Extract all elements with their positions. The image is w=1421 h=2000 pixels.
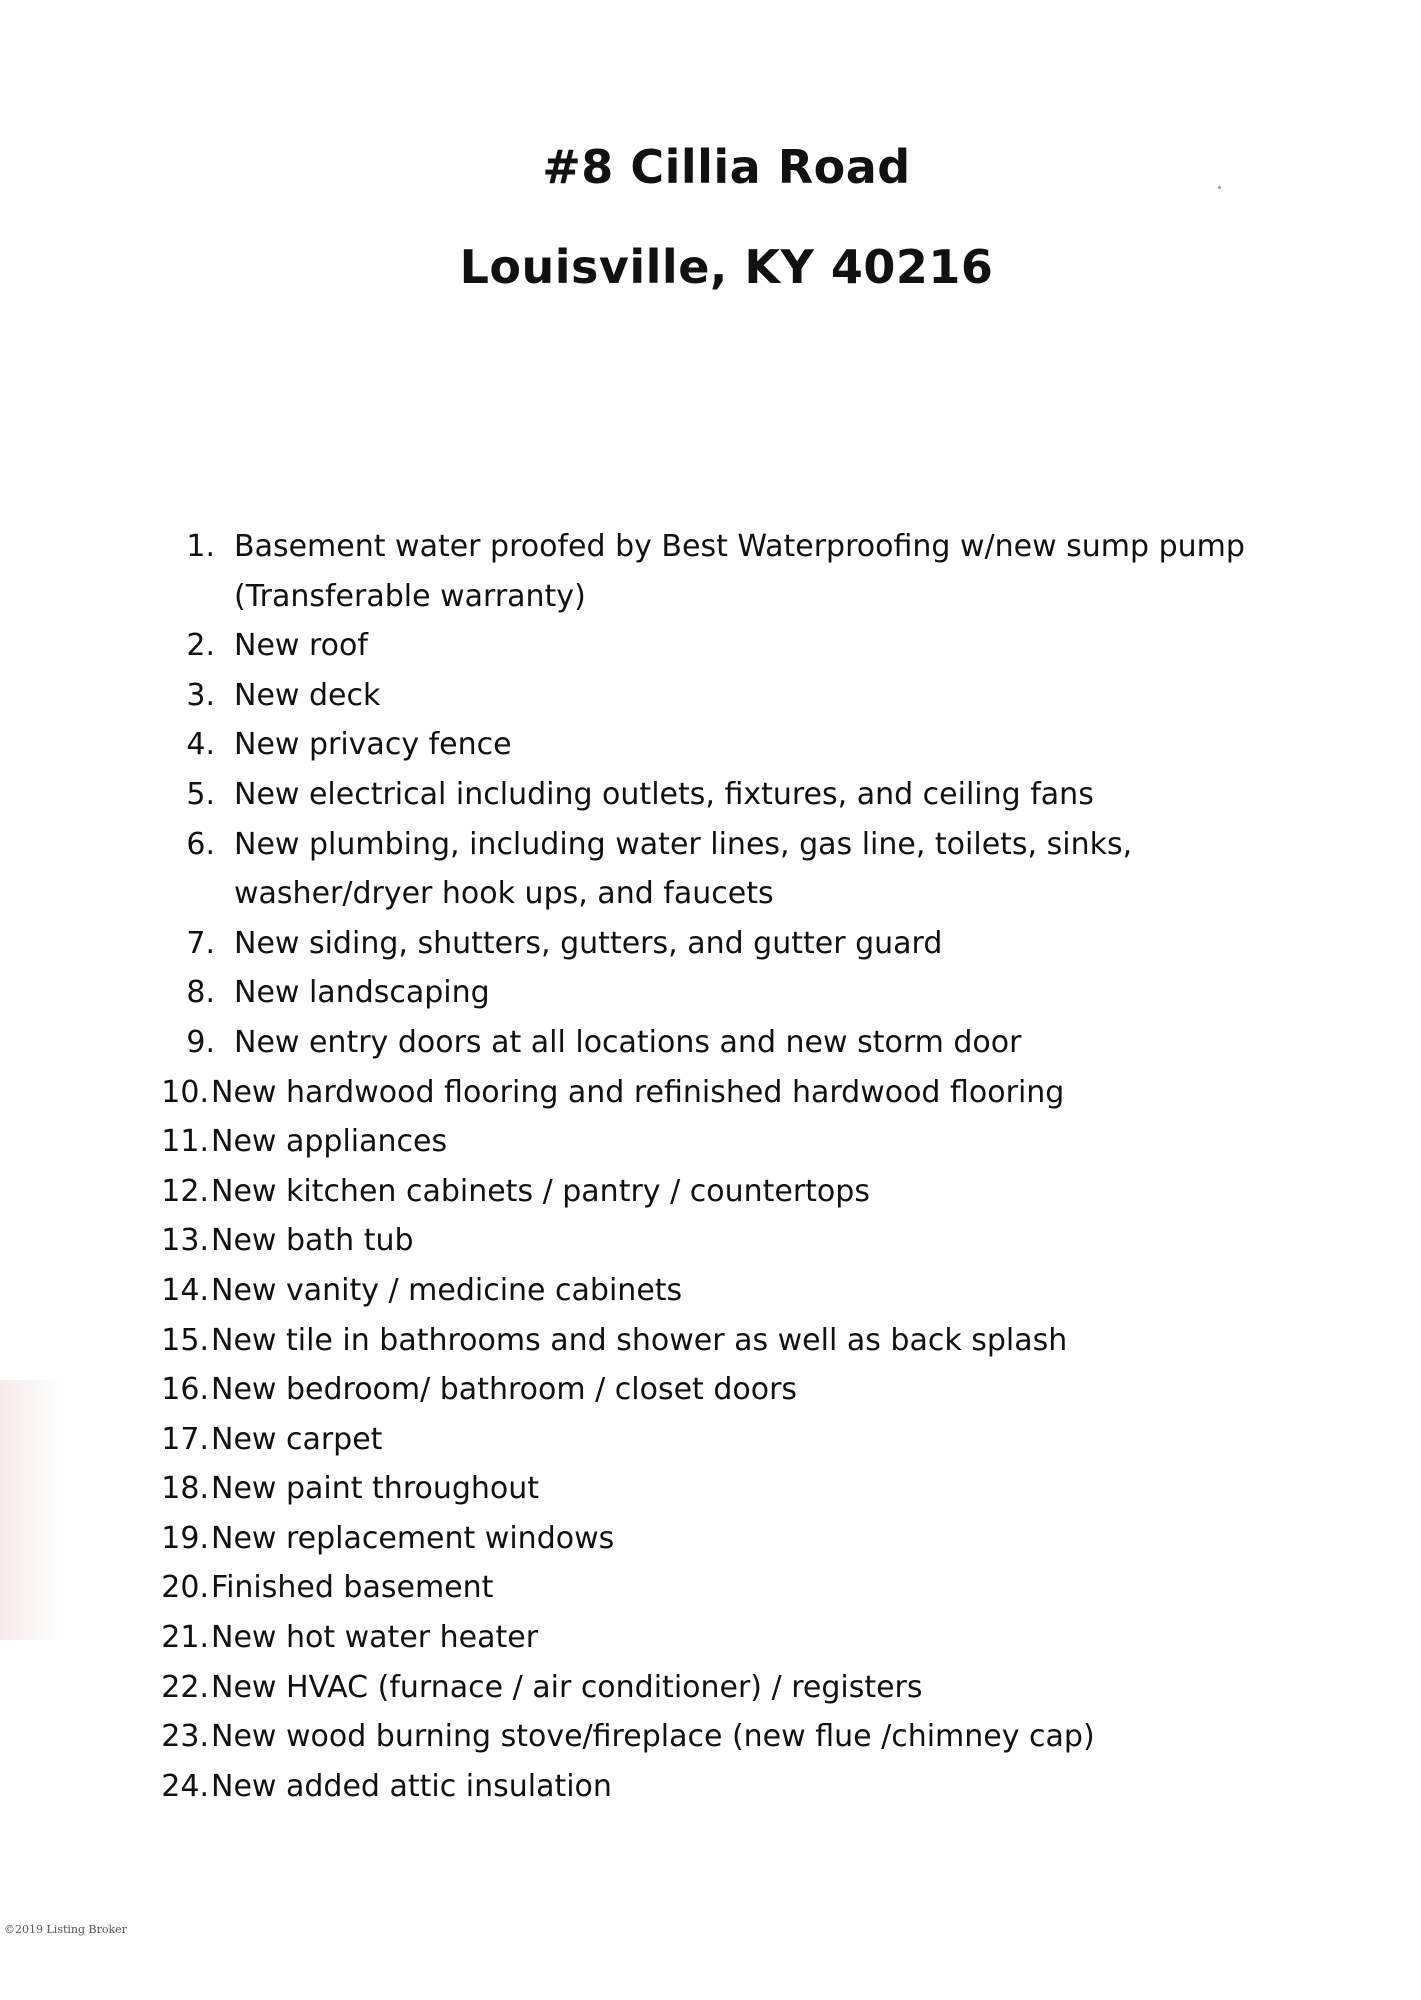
list-item-number: 19. — [161, 1520, 209, 1556]
list-item-number: 15. — [161, 1322, 209, 1358]
list-item-text: New landscaping — [234, 975, 490, 1011]
list-item-text: New hot water heater — [211, 1620, 539, 1656]
list-item-number: 22. — [161, 1669, 209, 1705]
list-item-number: 13. — [161, 1223, 209, 1259]
list-item-text: New privacy fence — [234, 727, 512, 763]
list-item-text: New carpet — [211, 1421, 383, 1457]
list-item-text: New replacement windows — [211, 1520, 615, 1556]
list-item-text: New siding, shutters, gutters, and gutter guard — [234, 925, 943, 961]
list-item — [155, 1762, 1335, 1812]
list-item-number: 20. — [161, 1570, 209, 1606]
list-item-number: 8. — [186, 975, 215, 1011]
list-item-number: 21. — [161, 1620, 209, 1656]
list-item — [155, 522, 1335, 621]
address-line-2: Louisville, KY 40216 — [459, 240, 994, 294]
list-item — [155, 1663, 1335, 1713]
list-item-text: New plumbing, including water lines, gas line, toilets, sinks, washer/dryer hook ups, and faucets — [234, 826, 1133, 912]
list-item-number: 4. — [186, 727, 215, 763]
list-item-text: New hardwood flooring and refinished hardwood flooring — [211, 1074, 1065, 1110]
list-item-text: New HVAC (furnace / air conditioner) / registers — [211, 1669, 923, 1705]
list-item-text: Finished basement — [211, 1570, 494, 1606]
list-item — [155, 919, 1335, 969]
list-item-text: New electrical including outlets, fixtures, and ceiling fans — [234, 776, 1094, 812]
list-item-number: 1. — [186, 529, 215, 564]
list-item-number: 16. — [161, 1372, 209, 1408]
list-item-text: New bath tub — [211, 1223, 414, 1259]
list-item-number: 6. — [186, 826, 215, 862]
list-item-text: New entry doors at all locations and new storm door — [234, 1024, 1022, 1060]
list-item-number: 5. — [186, 776, 215, 812]
list-item-number: 3. — [186, 677, 215, 713]
list-item — [155, 1563, 1335, 1613]
list-item — [155, 1514, 1335, 1564]
list-item-number: 7. — [186, 925, 215, 961]
list-item-number: 24. — [161, 1768, 209, 1804]
list-item-number: 23. — [161, 1719, 209, 1755]
list-item — [155, 968, 1335, 1018]
list-item — [155, 1316, 1335, 1366]
list-item-number: 12. — [161, 1173, 209, 1209]
list-item — [155, 1415, 1335, 1465]
list-item — [155, 1266, 1335, 1316]
list-item-text: New bedroom/ bathroom / closet doors — [211, 1372, 798, 1408]
list-item — [155, 1464, 1335, 1514]
list-item-text: New vanity / medicine cabinets — [211, 1272, 683, 1308]
list-item — [155, 1613, 1335, 1663]
list-item-number: 9. — [186, 1024, 215, 1060]
list-item-text: New wood burning stove/fireplace (new flue /chimney cap) — [211, 1719, 1095, 1755]
list-item-text: New added attic insulation — [211, 1768, 612, 1804]
list-item — [155, 1365, 1335, 1415]
list-item-number: 14. — [161, 1272, 209, 1308]
improvements-list — [155, 522, 1335, 1811]
list-item — [155, 671, 1335, 721]
list-item-text: Basement water proofed by Best Waterproofing w/new sump pump (Transferable warranty) — [234, 529, 1245, 614]
list-item — [155, 1167, 1335, 1217]
list-item-text: New paint throughout — [211, 1471, 540, 1507]
list-item — [155, 1068, 1335, 1118]
list-item-number: 17. — [161, 1421, 209, 1457]
list-item-number: 11. — [161, 1124, 209, 1160]
list-item-number: 10. — [161, 1074, 209, 1110]
list-item — [155, 621, 1335, 671]
list-item — [155, 1018, 1335, 1068]
list-item — [155, 1117, 1335, 1167]
scan-shadow — [0, 1380, 60, 1640]
list-item-text: New kitchen cabinets / pantry / countertops — [211, 1173, 870, 1209]
address-line-1: #8 Cillia Road — [542, 140, 911, 194]
list-item — [155, 820, 1335, 919]
list-item — [155, 720, 1335, 770]
list-item-number: 2. — [186, 628, 215, 664]
list-item — [155, 1216, 1335, 1266]
list-item-text: New roof — [234, 628, 368, 664]
copyright-footer: ©2019 Listing Broker — [4, 1923, 127, 1936]
list-item-text: New deck — [234, 677, 381, 713]
list-item — [155, 770, 1335, 820]
list-item — [155, 1712, 1335, 1762]
list-item-number: 18. — [161, 1471, 209, 1507]
list-item-text: New appliances — [211, 1124, 448, 1160]
list-item-text: New tile in bathrooms and shower as well as back splash — [211, 1322, 1068, 1358]
